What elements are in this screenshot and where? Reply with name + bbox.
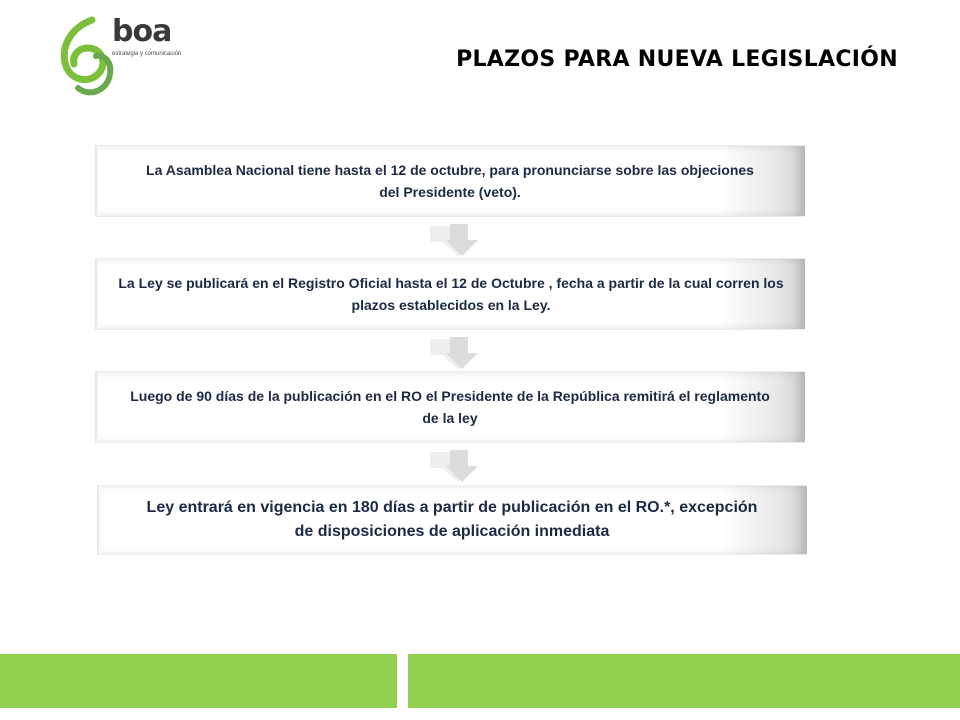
flow-step-1 bbox=[95, 145, 805, 217]
down-arrow-icon bbox=[428, 222, 480, 258]
down-arrow-icon bbox=[428, 335, 480, 371]
flow-step-3 bbox=[95, 371, 805, 443]
page-title: PLAZOS PARA NUEVA LEGISLACIÓN bbox=[456, 47, 898, 72]
logo-tagline: estrategia y comunicación bbox=[112, 51, 182, 57]
flow-step-2-text: La Ley se publicará en el Registro Oficial hasta el 12 de Octubre , fecha a partir de la cual corren los plazos establecidos en la Ley. bbox=[118, 275, 784, 313]
flow-step-4-text: Ley entrará en vigencia en 180 días a partir de publicación en el RO.*, excepción de disposiciones de aplicación inmediata bbox=[146, 499, 758, 540]
down-arrow-icon bbox=[428, 448, 480, 484]
footer-bar-right bbox=[408, 654, 960, 708]
flow-step-1-text: La Asamblea Nacional tiene hasta el 12 de octubre, para pronunciarse sobre las objeciones del Presidente (veto). bbox=[146, 162, 754, 200]
logo-brand: boa bbox=[112, 14, 172, 49]
flow-step-3-text: Luego de 90 días de la publicación en el RO el Presidente de la República remitirá el reglamento de la ley bbox=[130, 388, 770, 426]
footer-bar-left bbox=[0, 654, 397, 708]
flow-step-2 bbox=[95, 258, 805, 330]
flow-step-4 bbox=[97, 485, 807, 555]
